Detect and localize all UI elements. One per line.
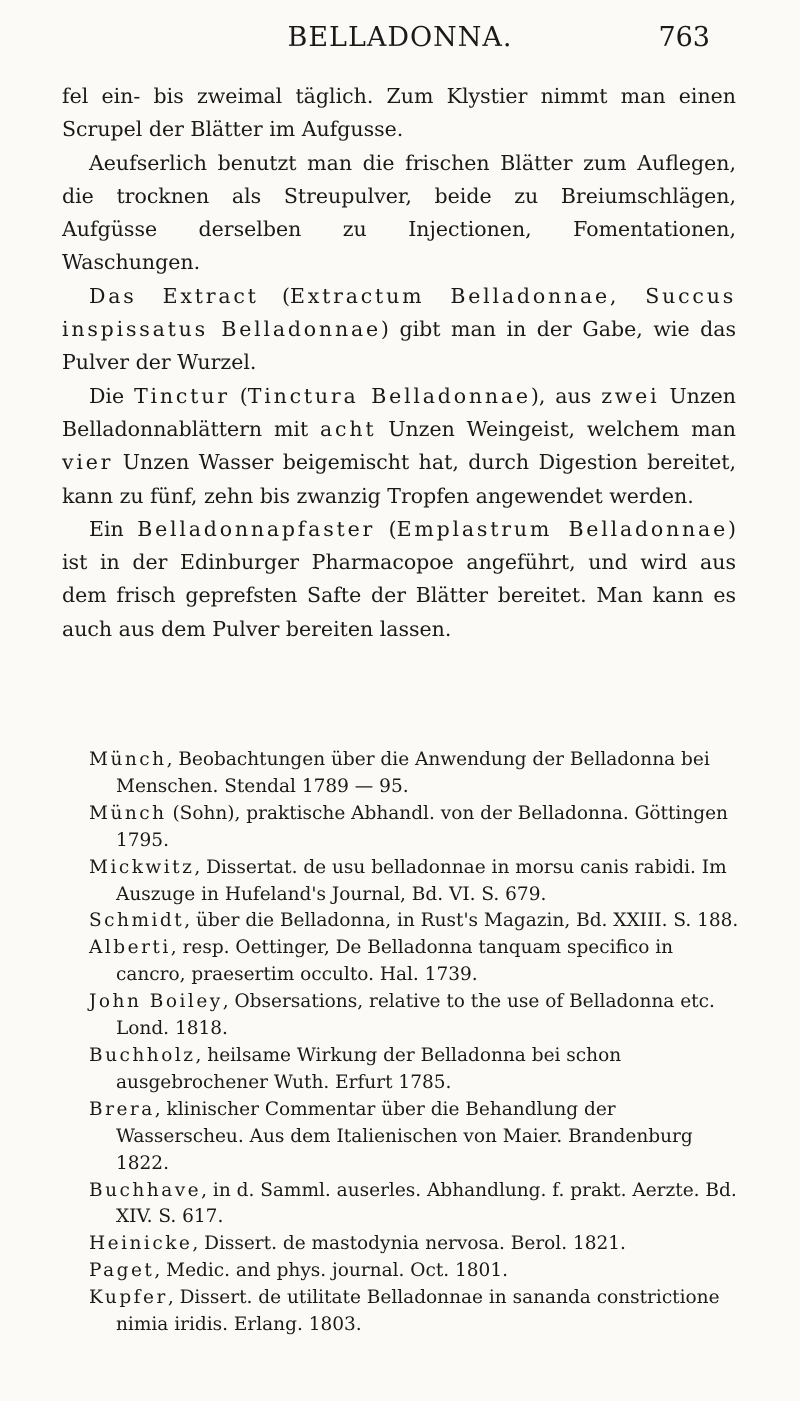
reference-text: , resp. Oettinger, De Belladonna tanquam specifico in cancro, praesertim occulto. Hal. 1739. — [116, 937, 674, 986]
paragraph-5 — [62, 513, 736, 646]
reference-entry — [89, 1285, 740, 1339]
emph-vier: vier — [62, 450, 114, 475]
reference-entry — [89, 1178, 740, 1232]
reference-text: , über die Belladonna, in Rust's Magazin, Bd. XXIII. S. 188. — [184, 910, 739, 932]
reference-entry — [89, 935, 740, 989]
text-run: Ein — [89, 516, 138, 541]
term-pflaster: Belladonnapfaster — [137, 516, 376, 541]
text-run: ), aus — [530, 383, 602, 408]
term-tinctur: Tinctur — [134, 383, 230, 408]
reference-author: Münch — [89, 802, 167, 824]
reference-author: Buchhave — [89, 1179, 202, 1201]
emph-zwei: zwei — [601, 383, 660, 408]
term-emplastrum-latin: Emplastrum Belladonnae — [396, 516, 728, 541]
paragraph-2: Aeufserlich benutzt man die frischen Blätter zum Auflegen, die trocknen als Streupulver, beide zu Breiumschlägen, Aufgüsse derselben zu Injectionen, Fomentationen, Waschungen. — [62, 150, 736, 275]
reference-text: , Beobachtungen über die Anwendung der Belladonna bei Menschen. Stendal 1789 — 95. — [116, 749, 710, 797]
reference-entry — [89, 1097, 740, 1178]
reference-author: John Boiley — [89, 991, 223, 1013]
reference-text: , Dissert. de utilitate Belladonnae in sananda constrictione nimia iridis. Erlang. 1803. — [116, 1287, 720, 1336]
reference-text: , Medic. and phys. journal. Oct. 1801. — [154, 1260, 508, 1282]
running-title: BELLADONNA. — [287, 22, 513, 53]
emph-acht: acht — [320, 416, 377, 441]
reference-author: Brera — [89, 1098, 155, 1120]
reference-text: , Obsersations, relative to the use of Belladonna etc. Lond. 1818. — [116, 991, 715, 1040]
reference-author: Heinicke — [89, 1233, 193, 1255]
reference-text: , heilsame Wirkung der Belladonna bei schon ausgebrochener Wuth. Erfurt 1785. — [116, 1044, 622, 1093]
term-extract: Das Extract — [89, 283, 259, 308]
reference-entry — [89, 1043, 740, 1097]
paragraph-4 — [62, 380, 736, 513]
text-run: Unzen Belladonnablättern mit — [62, 383, 736, 441]
paragraph-3 — [62, 280, 736, 380]
reference-entry — [89, 989, 740, 1043]
reference-author: Schmidt — [89, 910, 185, 932]
reference-author: Münch — [89, 749, 167, 770]
term-extract-latin: Extractum Belladonnae, Succus inspissatus Belladonnae — [62, 283, 737, 342]
page-header — [60, 20, 740, 60]
bibliography — [62, 747, 740, 1339]
reference-entry — [89, 855, 740, 909]
paragraph-1: fel ein- bis zweimal täglich. Zum Klystier nimmt man einen Scrupel der Blätter im Aufgusse. — [62, 84, 736, 142]
text-run: ( — [258, 283, 290, 308]
reference-text: , Dissertat. de usu belladonnae in morsu canis rabidi. Im Auszuge in Hufeland's Journal, Bd. VI. S. 679. — [116, 856, 727, 905]
reference-text: , klinischer Commentar über die Behandlung der Wasserscheu. Aus dem Italienischen von Maier. Brandenburg 1822. — [116, 1098, 693, 1174]
text-run: Unzen Weingeist, welchem man — [376, 416, 736, 441]
main-text — [62, 80, 736, 646]
reference-text: , Dissert. de mastodynia nervosa. Berol. 1821. — [192, 1233, 626, 1255]
reference-author: Buchholz — [89, 1044, 196, 1066]
text-run: Unzen Wasser beigemischt hat, durch Digestion bereitet, kann zu fünf, zehn bis zwanzig Tropfen angewendet werden. — [62, 450, 736, 508]
text-run: Die — [89, 383, 135, 408]
reference-entry — [89, 801, 740, 855]
text-run: ( — [229, 383, 248, 408]
page-number: 763 — [658, 22, 710, 53]
reference-text: , in d. Samml. auserles. Abhandlung. f. prakt. Aerzte. Bd. XIV. S. 617. — [116, 1179, 737, 1228]
reference-author: Kupfer — [89, 1287, 168, 1309]
reference-entry — [89, 908, 740, 935]
reference-text: (Sohn), praktische Abhandl. von der Belladonna. Göttingen 1795. — [116, 802, 728, 851]
reference-author: Paget — [89, 1260, 155, 1282]
reference-entry — [89, 747, 740, 801]
reference-author: Alberti — [89, 937, 171, 959]
reference-entry — [89, 1258, 740, 1285]
reference-entry — [89, 1231, 740, 1258]
text-run: ) ist in der Edinburger Pharmacopoe angeführt, und wird aus dem frisch geprefsten Safte der Blätter bereitet. Man kann es auch aus dem Pulver bereiten lassen. — [62, 516, 736, 641]
text-run: ) gibt man in der Gabe, wie das Pulver der Wurzel. — [62, 317, 736, 375]
reference-author: Mickwitz — [89, 856, 195, 878]
text-run: ( — [375, 516, 397, 541]
term-tinctura-latin: Tinctura Belladonnae — [247, 383, 531, 408]
